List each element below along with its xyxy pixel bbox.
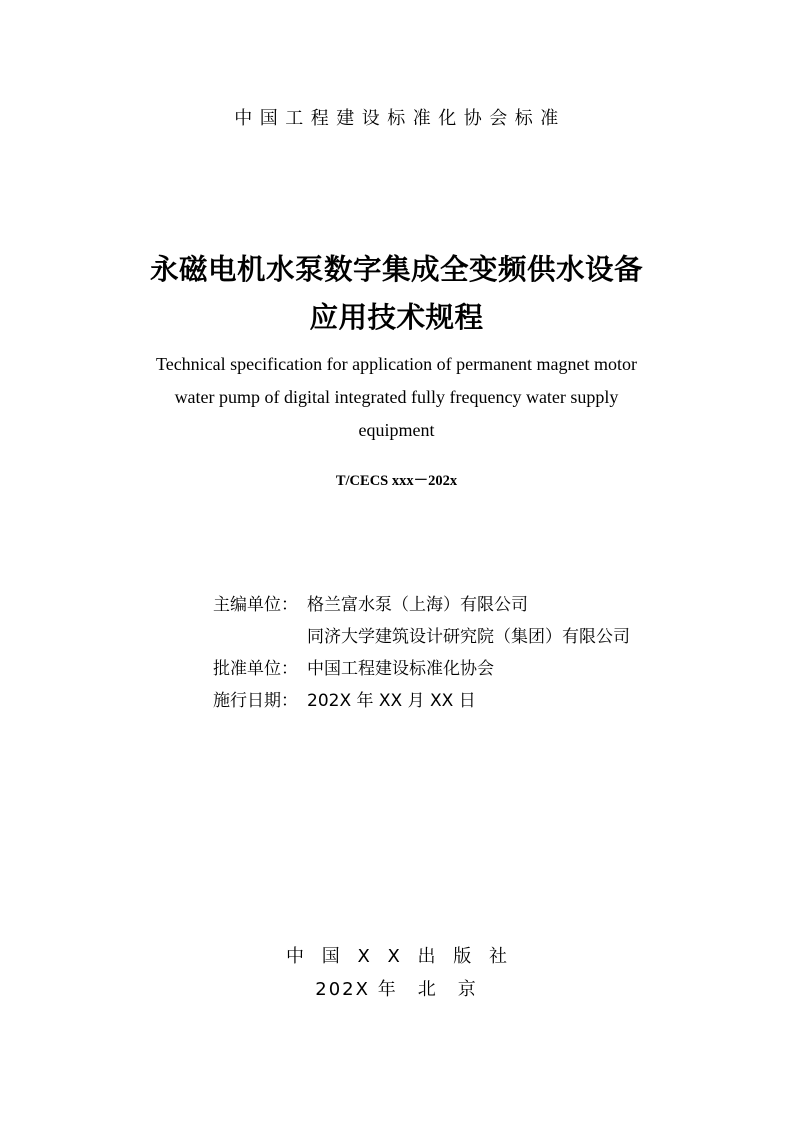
title-en-line-1: Technical specification for application of permanent magnet motor [155,354,638,374]
title-zh-line-1: 永磁电机水泵数字集成全变频供水设备 [149,253,643,286]
effective-date-label: 施行日期： [213,691,298,711]
chief-editor-2: 同济大学建筑设计研究院（集团）有限公司 [307,627,630,647]
chief-editor-1: 格兰富水泵（上海）有限公司 [307,595,528,615]
association-standard-header: 中国工程建设标准化协会标准 [234,108,566,129]
title-en-line-2: water pump of digital integrated fully frequency water supply [174,387,619,407]
publisher-year-place: 202X 年 北 京 [315,979,478,1000]
effective-date: 202X 年 XX 月 XX 日 [307,691,476,711]
approver: 中国工程建设标准化协会 [307,659,494,679]
approver-label: 批准单位： [213,659,298,679]
publisher-name: 中 国 X X 出 版 社 [286,946,513,967]
chief-editor-label: 主编单位： [213,595,298,615]
title-en-line-3: equipment [358,420,435,440]
title-zh-line-2: 应用技术规程 [309,301,484,334]
standard-code: T/CECS xxx－202x [335,473,458,489]
